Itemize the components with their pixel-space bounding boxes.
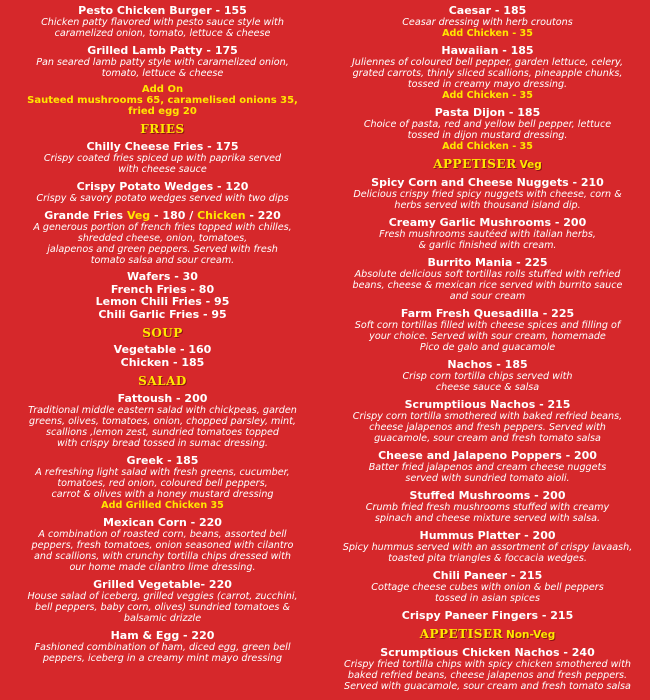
item-desc: tomato salsa and sour cream. bbox=[90, 255, 235, 266]
item-desc: shredded cheese, onion, tomatoes, bbox=[77, 233, 248, 244]
item-desc: Fresh mushrooms sautéed with italian herbs, bbox=[379, 229, 596, 240]
item-desc: Crispy coated fries spiced up with paprika served bbox=[43, 153, 282, 164]
item-desc: tossed in dijon mustard dressing. bbox=[407, 130, 568, 141]
item-title: Hummus Platter - 200 bbox=[419, 529, 556, 542]
menu-item-jalapeno-poppers bbox=[325, 449, 650, 484]
menu-item-hummus-platter bbox=[325, 529, 650, 564]
menu-item-mexican-corn bbox=[0, 516, 325, 573]
menu-item-scrumptious-nachos bbox=[325, 398, 650, 444]
menu-item-hawaiian bbox=[325, 44, 650, 101]
item-desc: served with sundried tomato aioli. bbox=[405, 473, 570, 484]
item-desc: beans, cheese & mexican rice served with burrito sauce bbox=[352, 280, 623, 291]
item-desc: Soft corn tortillas filled with cheese spices and filling of bbox=[354, 320, 621, 331]
add-on-text: Add Chicken - 35 bbox=[442, 90, 533, 101]
list-item: French Fries - 80 bbox=[110, 282, 215, 296]
right-column bbox=[325, 4, 650, 697]
item-desc: greens, olives, tomatoes, onion, chopped parsley, mint, bbox=[29, 416, 296, 427]
add-on-text: Add Chicken - 35 bbox=[442, 141, 533, 152]
section-heading-fries: FRIES bbox=[140, 122, 185, 136]
item-desc: bell peppers, baby corn, olives) sundried tomatoes & bbox=[35, 602, 290, 613]
item-title: Creamy Garlic Mushrooms - 200 bbox=[388, 216, 587, 229]
item-desc: Crumb fried fresh mushrooms stuffed with creamy bbox=[365, 502, 610, 513]
menu-item-grilled-lamb-patty bbox=[0, 44, 325, 79]
item-desc: cheese jalapenos and fresh peppers. Served with bbox=[369, 422, 606, 433]
item-desc: A refreshing light salad with fresh greens, cucumber, bbox=[35, 467, 290, 478]
item-title: Caesar - 185 bbox=[448, 4, 527, 17]
item-desc: and scallions, with crunchy tortilla chips dressed with bbox=[34, 551, 291, 562]
item-desc: peppers, fresh tomatoes, onion seasoned with cilantro bbox=[31, 540, 294, 551]
item-title: Crispy Paneer Fingers - 215 bbox=[401, 609, 574, 622]
item-desc: cheese sauce & salsa bbox=[435, 382, 540, 393]
item-desc: toasted pita triangles & foccacia wedges. bbox=[388, 553, 587, 564]
item-desc: Pan seared lamb patty style with caramelized onion, bbox=[36, 57, 289, 68]
item-desc: A combination of roasted corn, beans, assorted bell bbox=[38, 529, 287, 540]
section-heading-appetiser-veg bbox=[325, 157, 650, 173]
item-title: Hawaiian - 185 bbox=[441, 44, 534, 57]
item-title: Grilled Lamb Patty - 175 bbox=[87, 44, 238, 57]
section-label: APPETISER bbox=[419, 627, 504, 641]
item-title: Cheese and Jalapeno Poppers - 200 bbox=[378, 449, 597, 462]
item-title: Nachos - 185 bbox=[447, 358, 528, 371]
item-desc: Crispy fried tortilla chips with spicy chicken smothered with bbox=[344, 659, 631, 670]
section-tag: Non-Veg bbox=[506, 629, 556, 641]
menu-item-nachos bbox=[325, 358, 650, 393]
menu-item-stuffed-mushrooms bbox=[325, 489, 650, 524]
add-on-text: Add Grilled Chicken 35 bbox=[101, 500, 224, 511]
item-desc: balsamic drizzle bbox=[123, 613, 202, 624]
menu-item-pesto-chicken-burger bbox=[0, 4, 325, 39]
item-title: Scrumptious Chicken Nachos - 240 bbox=[380, 646, 595, 659]
item-title: Pesto Chicken Burger - 155 bbox=[78, 4, 247, 17]
item-desc: Traditional middle eastern salad with chickpeas, garden bbox=[28, 405, 297, 416]
menu-item-creamy-garlic-mushrooms bbox=[325, 216, 650, 251]
menu-item-grilled-vegetable bbox=[0, 578, 325, 624]
item-desc: Crispy & savory potato wedges served with two dips bbox=[36, 193, 289, 204]
menu-item-farm-fresh-quesadilla bbox=[325, 307, 650, 353]
item-desc: with crispy bread tossed in sumac dressing. bbox=[57, 438, 268, 449]
item-desc: tomatoes, red onion, coloured bell peppers, bbox=[57, 478, 268, 489]
item-desc: tomato, lettuce & cheese bbox=[101, 68, 224, 79]
item-desc: Pico de galo and guacamole bbox=[419, 342, 556, 353]
menu-item-chili-paneer bbox=[325, 569, 650, 604]
soup-list bbox=[0, 344, 325, 369]
menu-item-grande-fries bbox=[0, 209, 325, 266]
item-title: Stuffed Mushrooms - 200 bbox=[409, 489, 566, 502]
menu-item-pasta-dijon bbox=[325, 106, 650, 152]
item-desc: Juliennes of coloured bell pepper, garden lettuce, celery, bbox=[351, 57, 624, 68]
list-item: Wafers - 30 bbox=[127, 270, 198, 283]
add-on-text: Sauteed mushrooms 65, caramelised onions 35, bbox=[27, 95, 298, 106]
item-title: Scrumptiious Nachos - 215 bbox=[404, 398, 571, 411]
add-on-block bbox=[0, 84, 325, 117]
item-desc: baked refried beans, cheese jalapenos and fresh peppers. bbox=[347, 670, 628, 681]
item-title: Grilled Vegetable- 220 bbox=[93, 578, 232, 591]
item-title: Crispy Potato Wedges - 120 bbox=[76, 180, 249, 193]
list-item: Chili Garlic Fries - 95 bbox=[98, 307, 227, 321]
item-title bbox=[0, 209, 325, 222]
simple-fries-list bbox=[0, 271, 325, 321]
list-item: Vegetable - 160 bbox=[113, 343, 212, 356]
menu-item-burrito-mania bbox=[325, 256, 650, 302]
item-desc: guacamole, sour cream and fresh tomato salsa bbox=[374, 433, 601, 444]
item-desc: tossed in asian spices bbox=[435, 593, 540, 604]
menu-item-ham-and-egg bbox=[0, 629, 325, 664]
item-desc: & garlic finished with cream. bbox=[418, 240, 557, 251]
menu-item-spicy-corn-nuggets bbox=[325, 176, 650, 211]
item-title-part: - 220 bbox=[245, 209, 281, 222]
item-title: Fattoush - 200 bbox=[117, 392, 208, 405]
item-title: Ham & Egg - 220 bbox=[110, 629, 215, 642]
item-desc: Crisp corn tortilla chips served with bbox=[402, 371, 573, 382]
item-desc: with cheese sauce bbox=[118, 164, 207, 175]
item-desc: peppers, iceberg in a creamy mint mayo dressing bbox=[42, 653, 283, 664]
item-title: Mexican Corn - 220 bbox=[103, 516, 222, 529]
item-title: Pasta Dijon - 185 bbox=[434, 106, 541, 119]
section-heading-soup: SOUP bbox=[142, 326, 183, 340]
item-desc: Absolute delicious soft tortillas rolls stuffed with refried bbox=[354, 269, 621, 280]
item-desc: Batter fried jalapenos and cream cheese nuggets bbox=[368, 462, 607, 473]
item-desc: spinach and cheese mixture served with salsa. bbox=[374, 513, 601, 524]
item-desc: your choice. Served with sour cream, homemade bbox=[369, 331, 606, 342]
section-heading-appetiser-non-veg bbox=[325, 627, 650, 643]
veg-tag: Veg bbox=[126, 209, 151, 222]
item-desc: jalapenos and green peppers. Served with fresh bbox=[47, 244, 278, 255]
menu-item-fattoush bbox=[0, 392, 325, 449]
menu-item-greek bbox=[0, 454, 325, 511]
menu-item-crispy-paneer-fingers bbox=[325, 609, 650, 622]
menu-item-caesar bbox=[325, 4, 650, 39]
item-desc: and sour cream bbox=[449, 291, 526, 302]
section-label: APPETISER bbox=[433, 157, 517, 171]
chicken-tag: Chicken bbox=[197, 209, 246, 222]
item-desc: Spicy hummus served with an assortment of crispy lavaash, bbox=[342, 542, 633, 553]
menu-item-scrumptious-chicken-nachos bbox=[325, 646, 650, 692]
item-title: Greek - 185 bbox=[126, 454, 199, 467]
item-desc: scallions ,lemon zest, sundried tomatoes topped bbox=[45, 427, 280, 438]
item-desc: A generous portion of french fries topped with chilles, bbox=[33, 222, 292, 233]
item-title: Chili Paneer - 215 bbox=[432, 569, 543, 582]
item-desc: Delicious crispy fried spicy nuggets with cheese, corn & bbox=[353, 189, 622, 200]
item-desc: grated carrots, thinly sliced scallions, pineapple chunks, bbox=[352, 68, 623, 79]
item-desc: herbs served with thousand island dip. bbox=[394, 200, 581, 211]
left-column bbox=[0, 4, 325, 669]
item-desc: tossed in creamy mayo dressing. bbox=[407, 79, 568, 90]
item-title-part: Grande Fries bbox=[44, 209, 127, 222]
add-on-title: Add On bbox=[141, 84, 184, 95]
item-desc: Crispy corn tortilla smothered with baked refried beans, bbox=[352, 411, 623, 422]
item-desc: our home made cilantro lime dressing. bbox=[69, 562, 256, 573]
add-on-text: fried egg 20 bbox=[128, 106, 197, 117]
section-tag: Veg bbox=[519, 159, 542, 171]
add-on-text: Add Chicken - 35 bbox=[442, 28, 533, 39]
item-desc: caramelized onion, tomato, lettuce & cheese bbox=[54, 28, 271, 39]
item-title: Burrito Mania - 225 bbox=[427, 256, 548, 269]
item-desc: Cottage cheese cubes with onion & bell peppers bbox=[371, 582, 604, 593]
list-item: Lemon Chili Fries - 95 bbox=[95, 295, 230, 308]
item-desc: Ceasar dressing with herb croutons bbox=[402, 17, 573, 28]
list-item: Chicken - 185 bbox=[120, 355, 205, 369]
item-desc: Chicken patty flavored with pesto sauce style with bbox=[41, 17, 284, 28]
item-desc: Choice of pasta, red and yellow bell pepper, lettuce bbox=[363, 119, 612, 130]
item-title: Chilly Cheese Fries - 175 bbox=[86, 140, 239, 153]
item-desc: House salad of iceberg, grilled veggies (carrot, zucchini, bbox=[27, 591, 298, 602]
item-desc: carrot & olives with a honey mustard dressing bbox=[51, 489, 274, 500]
item-title: Farm Fresh Quesadilla - 225 bbox=[400, 307, 575, 320]
item-title-part: - 180 / bbox=[150, 209, 198, 222]
item-desc: Served with guacamole, sour cream and fresh tomato salsa bbox=[344, 681, 631, 692]
item-desc: Fashioned combination of ham, diced egg, green bell bbox=[34, 642, 291, 653]
item-title: Spicy Corn and Cheese Nuggets - 210 bbox=[371, 176, 604, 189]
menu-item-crispy-potato-wedges bbox=[0, 180, 325, 204]
section-heading-salad: SALAD bbox=[138, 374, 187, 388]
menu-item-chilly-cheese-fries bbox=[0, 140, 325, 175]
